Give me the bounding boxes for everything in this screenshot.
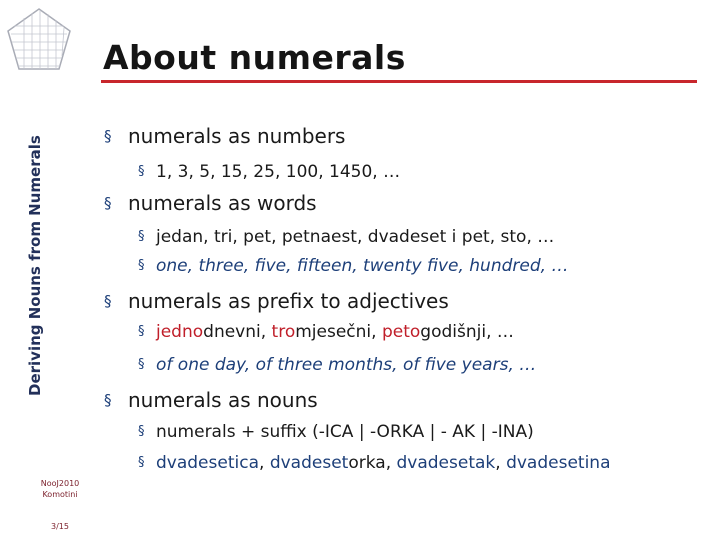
bullet-icon: § — [138, 324, 145, 339]
bullet-icon: § — [138, 357, 145, 372]
list-item — [138, 355, 536, 375]
list-item — [138, 322, 514, 342]
list-item — [138, 162, 400, 182]
bullet-icon: § — [104, 127, 112, 145]
side-title: Deriving Nouns from Numerals — [26, 135, 44, 396]
list-item-text: numerals as words — [128, 191, 317, 215]
page-title: About numerals — [103, 38, 406, 77]
footer-line-1: NooJ2010 — [40, 479, 80, 488]
list-item — [138, 453, 611, 473]
word-rest: dnevni, — [203, 322, 272, 342]
list-item — [104, 289, 449, 313]
numeral-prefix: peto — [381, 322, 421, 342]
bullet-icon: § — [138, 229, 145, 244]
list-item — [104, 124, 345, 148]
noun-example: dvadesetak — [396, 453, 496, 473]
footer-event — [30, 478, 90, 500]
noun-stem: dvadeset — [269, 453, 349, 473]
bullet-icon: § — [138, 258, 145, 273]
list-item-text: numerals as numbers — [128, 124, 346, 148]
list-item — [104, 191, 317, 215]
title-divider — [101, 80, 697, 83]
numeral-prefix: tro — [271, 322, 296, 342]
bullet-icon: § — [104, 292, 112, 310]
numeral-prefix: jedno — [156, 322, 204, 342]
separator: , — [385, 453, 397, 473]
list-item — [104, 388, 318, 412]
bullet-icon: § — [138, 455, 145, 470]
separator: , — [259, 453, 270, 473]
list-item-text: 1, 3, 5, 15, 25, 100, 1450, … — [156, 162, 401, 182]
noun-example: dvadesetina — [506, 453, 611, 473]
list-item-text: of one day, of three months, of five years, … — [156, 355, 537, 375]
list-item — [138, 422, 534, 442]
noun-suffix: orka — [348, 453, 386, 473]
logo-icon — [4, 6, 74, 76]
list-item — [138, 227, 554, 247]
list-item-text: numerals as nouns — [128, 388, 318, 412]
word-rest: godišnji, … — [420, 322, 514, 342]
bullet-icon: § — [138, 164, 145, 179]
list-item-text: jedan, tri, pet, petnaest, dvadeset i pet, sto, … — [156, 227, 555, 247]
list-item — [138, 256, 568, 276]
footer-line-2: Komotini — [42, 490, 78, 499]
list-item-text: numerals + suffix (-ICA | -ORKA | - AK | -INA) — [156, 422, 534, 442]
page-number: 3/15 — [51, 522, 69, 531]
word-rest: mjesečni, — [295, 322, 382, 342]
list-item-text: one, three, five, fifteen, twenty five, hundred, … — [156, 256, 569, 276]
separator: , — [495, 453, 507, 473]
bullet-icon: § — [138, 424, 145, 439]
bullet-icon: § — [104, 194, 112, 212]
noun-example: dvadesetica — [156, 453, 259, 473]
bullet-icon: § — [104, 391, 112, 409]
list-item-text: numerals as prefix to adjectives — [128, 289, 449, 313]
